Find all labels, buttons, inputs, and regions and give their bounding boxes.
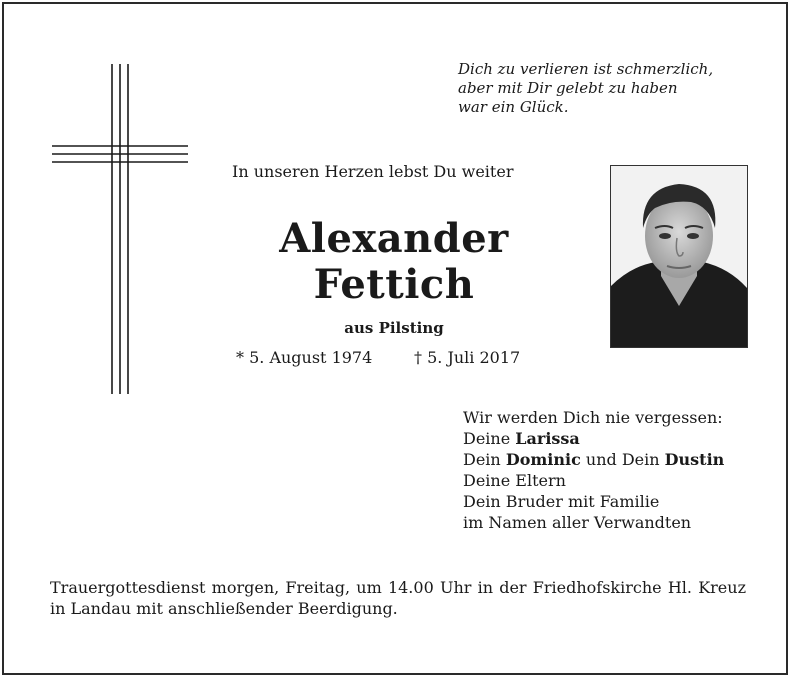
quote-line-1: Dich zu verlieren ist schmerzlich,	[458, 60, 714, 78]
death-date: † 5. Juli 2017	[414, 348, 521, 367]
mourner-name-dustin: Dustin	[664, 450, 725, 469]
mourner-line-3: Deine Eltern	[463, 471, 566, 490]
intro-line: In unseren Herzen lebst Du weiter	[232, 162, 514, 181]
mourner-name-dominic: Dominic	[505, 450, 581, 469]
quote-line-2: aber mit Dir gelebt zu haben	[458, 79, 678, 97]
portrait-photo	[610, 165, 748, 348]
first-name: Alexander	[279, 215, 509, 262]
mourner-connector: und Dein	[580, 450, 665, 469]
deceased-name	[224, 216, 564, 308]
mourners-list	[463, 407, 763, 533]
mourner-line-2	[463, 449, 763, 470]
origin-line: aus Pilsting	[344, 319, 444, 337]
portrait-image	[611, 166, 747, 347]
memorial-quote	[458, 60, 768, 117]
birth-date: * 5. August 1974	[236, 348, 373, 367]
mourner-line-4: Dein Bruder mit Familie	[463, 492, 660, 511]
mourners-heading: Wir werden Dich nie vergessen:	[463, 408, 723, 427]
mourner-line-5: im Namen aller Verwandten	[463, 513, 692, 532]
cross-icon	[52, 64, 188, 394]
mourner-name-larissa: Larissa	[515, 429, 580, 448]
service-announcement: Trauergottesdienst morgen, Freitag, um 14.00 Uhr in der Friedhofskirche Hl. Kreuz in Landau mit anschließender Beerdigung.	[50, 578, 746, 618]
quote-line-3: war ein Glück.	[458, 98, 569, 116]
mourner-prefix: Deine	[463, 429, 516, 448]
mourner-line-1	[463, 428, 763, 449]
obituary-notice	[2, 2, 788, 675]
last-name: Fettich	[313, 261, 475, 308]
mourner-prefix: Dein	[463, 450, 506, 469]
